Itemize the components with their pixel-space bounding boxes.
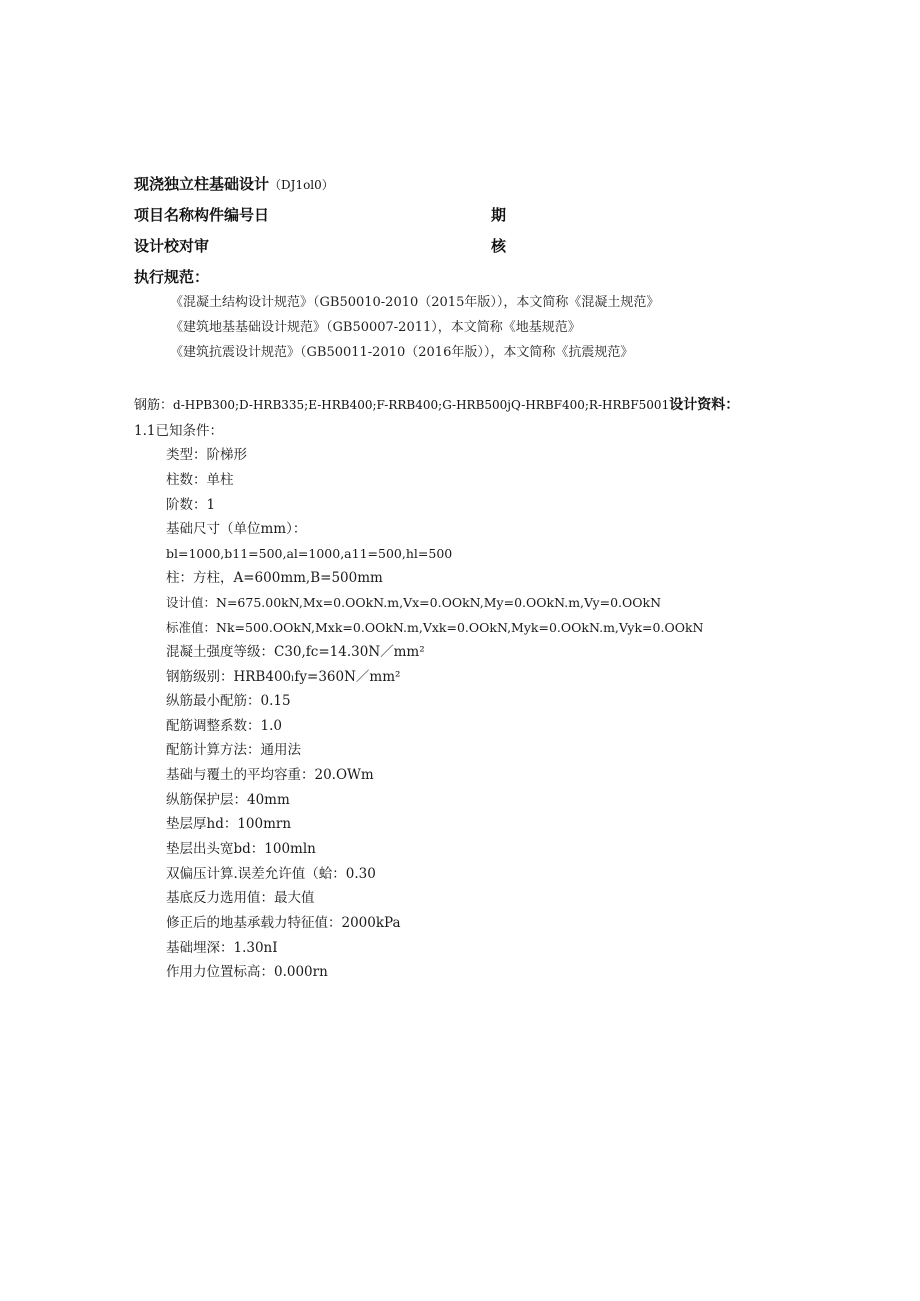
known-item: 混凝土强度等级：C30,fc=14.30N／mm² xyxy=(166,644,425,660)
known-item: 基础埋深：1.30nI xyxy=(166,940,278,956)
info-row-left: 项目名称构件编号日 xyxy=(134,206,270,224)
info-row-design xyxy=(134,237,534,255)
known-item: 配筋计算方法：通用法 xyxy=(166,742,301,758)
known-item: 双偏压计算.误差允许值（蛤：0.30 xyxy=(166,866,376,882)
standards-heading: 执行规范： xyxy=(134,268,210,286)
standard-item: 《混凝土结构设计规范》（GB50010-2010（2015年版）），本文简称《混凝土规范》 xyxy=(170,295,660,310)
known-item: 柱：方柱，A=600mm,B=500mm xyxy=(166,570,383,586)
known-item: 钢筋级别：HRB400ₗfy=360N／mm² xyxy=(166,669,401,685)
known-item: bl=1000,b11=500,al=1000,a11=500,hl=500 xyxy=(166,546,453,561)
document-title xyxy=(134,175,334,193)
known-item: 基础尺寸（单位mm）： xyxy=(166,521,307,537)
known-item: 作用力位置标高：0.000rn xyxy=(166,964,328,980)
known-item: 柱数：单柱 xyxy=(166,472,234,488)
known-item: 设计值：N=675.00kN,Mx=0.OOkN.m,Vx=0.OOkN,My=0.OOkN.m,Vy=0.OOkN xyxy=(166,595,662,610)
known-item: 垫层出头宽bd：100mln xyxy=(166,841,316,857)
known-item: 阶数：1 xyxy=(166,497,216,513)
info-row-project xyxy=(134,206,534,224)
known-item: 基础与覆土的平均容重：20.OWm xyxy=(166,767,374,783)
steel-codes: d-HPB300;D-HRB335;E-HRB400;F-RRB400;G-HRB500jQ-HRBF400;R-HRBF5001 xyxy=(173,398,670,412)
known-conditions-heading: 1.1已知条件： xyxy=(134,423,223,439)
steel-grades-line xyxy=(134,397,739,414)
title-main: 现浇独立柱基础设计 xyxy=(134,175,270,193)
known-item: 标准值：Nk=500.OOkN,Mxk=0.OOkN.m,Vxk=0.OOkN,Myk=0.OOkN.m,Vyk=0.OOkN xyxy=(166,620,704,635)
info-row-right: 核 xyxy=(491,237,507,255)
known-item: 纵筋保护层：40mm xyxy=(166,792,290,808)
known-item: 垫层厚hd：100mrn xyxy=(166,816,292,832)
standard-item: 《建筑抗震设计规范》（GB50011-2010（2016年版）），本文简称《抗震规范》 xyxy=(170,345,634,360)
steel-label: 钢筋： xyxy=(134,398,174,413)
standard-item: 《建筑地基基础设计规范》（GB50007-2011），本文简称《地基规范》 xyxy=(170,320,581,335)
known-item: 修正后的地基承载力特征值：2000kPa xyxy=(166,915,401,931)
known-item: 配筋调整系数：1.0 xyxy=(166,718,282,734)
known-item: 基底反力选用值：最大值 xyxy=(166,890,315,906)
info-row-left: 设计校对审 xyxy=(134,237,210,255)
known-item: 纵筋最小配筋：0.15 xyxy=(166,693,291,709)
info-row-right: 期 xyxy=(491,206,507,224)
known-item: 类型：阶梯形 xyxy=(166,447,247,463)
title-code: （DJ1ol0） xyxy=(269,178,334,192)
design-data-heading: 设计资料： xyxy=(669,397,740,413)
